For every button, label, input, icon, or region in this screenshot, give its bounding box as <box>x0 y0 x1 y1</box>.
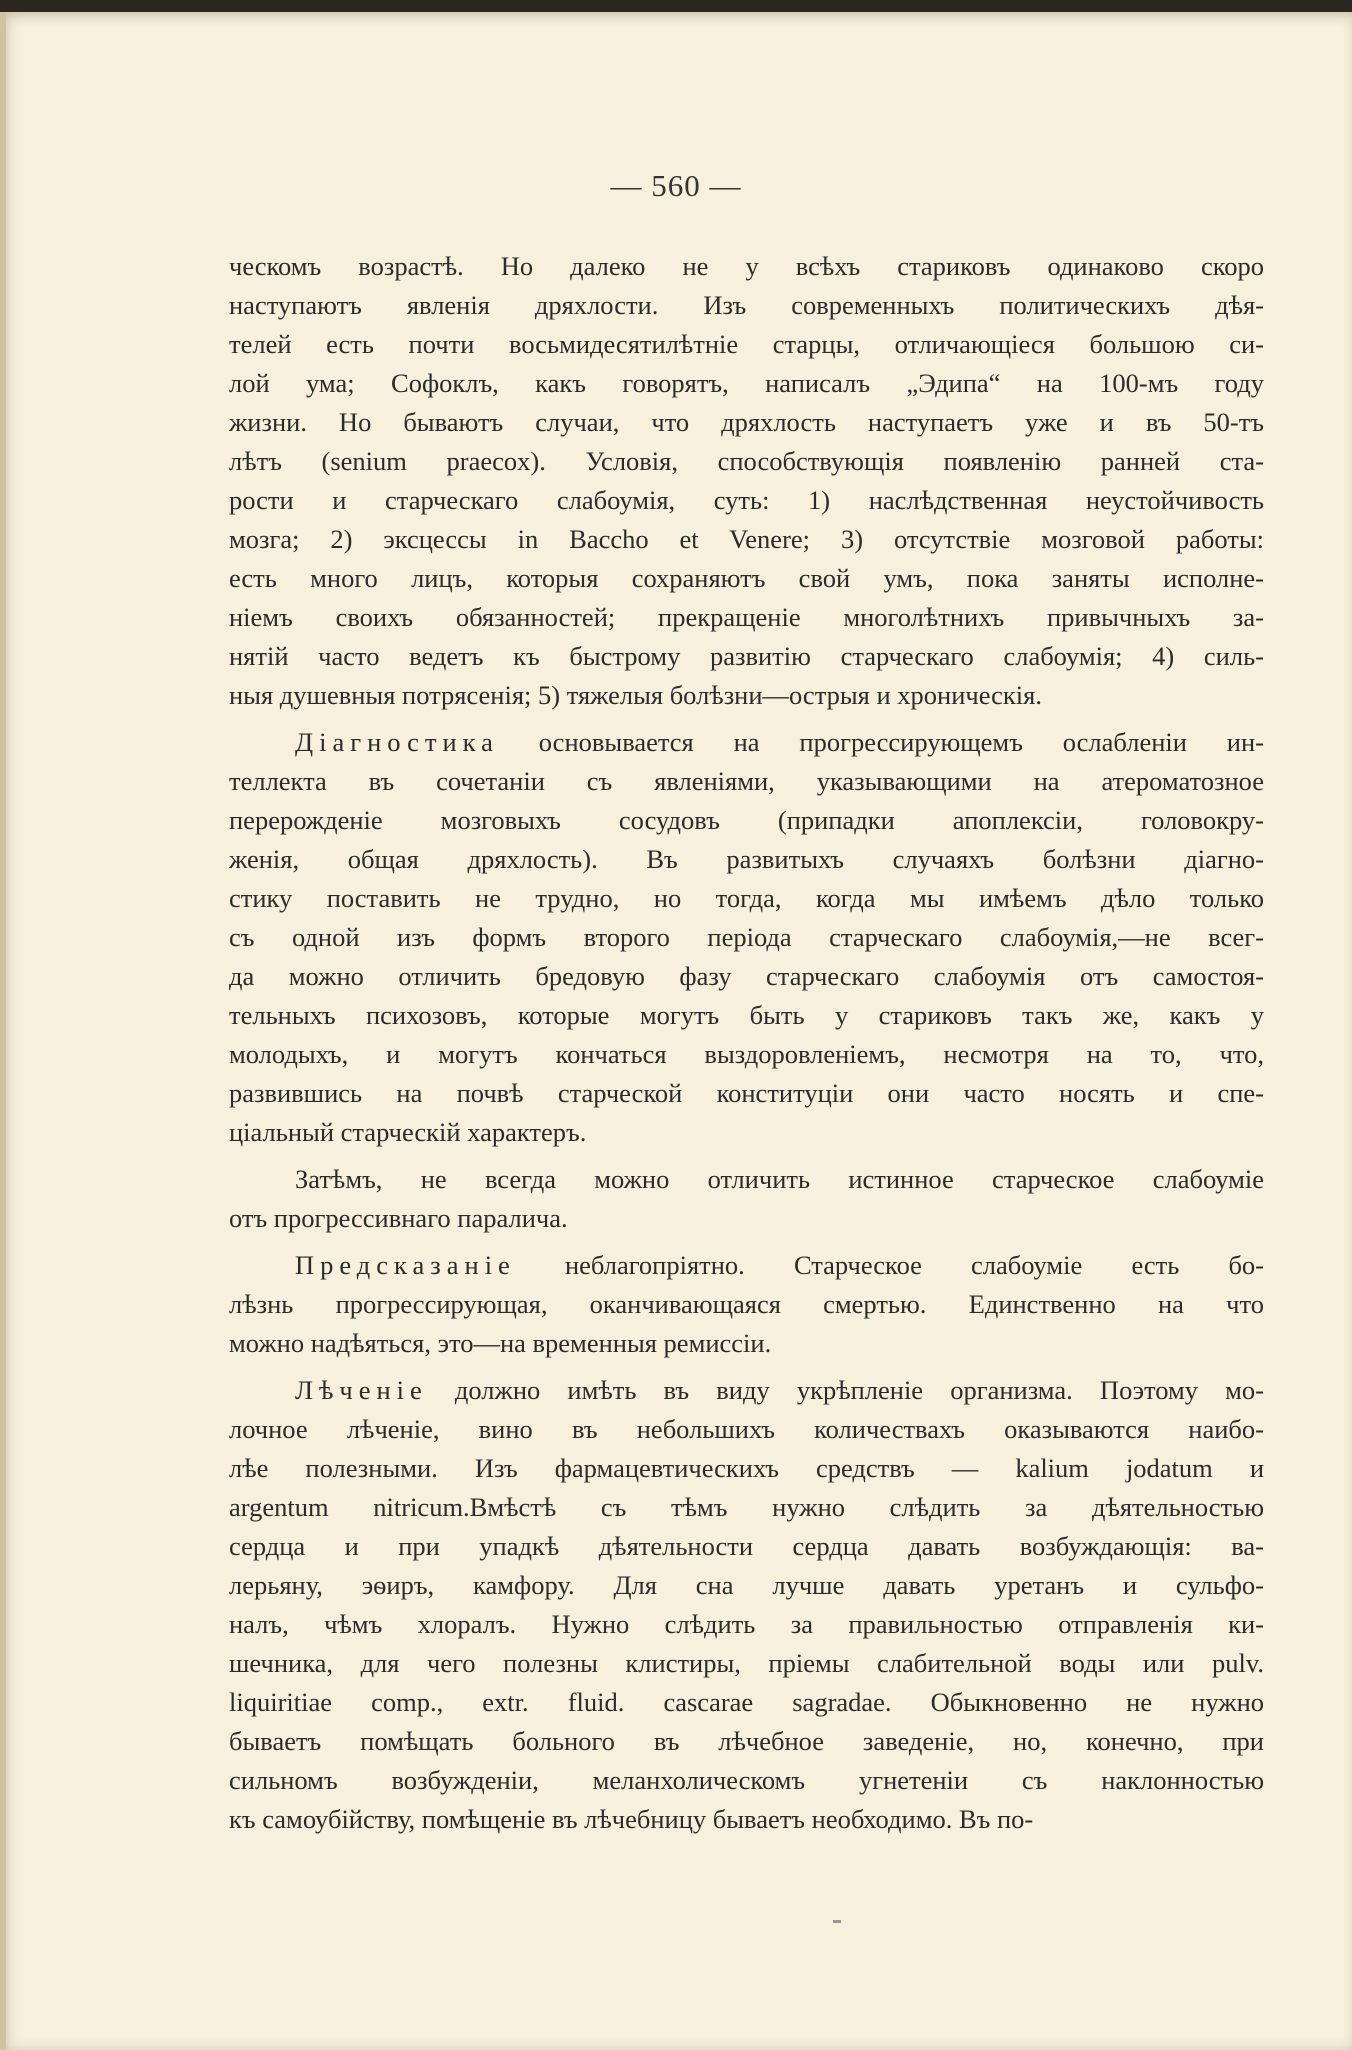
paragraph <box>229 1160 1264 1238</box>
paragraph-gap <box>229 1238 1264 1246</box>
section-lead-word: Діагностика <box>295 727 499 757</box>
line-text: къ самоубійству, помѣщеніе въ лѣчебницу бываетъ необходимо. Въ по- <box>229 1804 1034 1834</box>
line-text: развившись на почвѣ старческой конституціи они часто носять и спе- <box>229 1078 1264 1108</box>
text-line <box>229 1371 1264 1410</box>
line-text: неблагопріятно. Старческое слабоуміе есть бо- <box>515 1250 1264 1280</box>
line-text: лерьяну, эѳиръ, камфору. Для сна лучше давать уретанъ и сульфо- <box>229 1570 1264 1600</box>
line-text: телей есть почти восьмидесятилѣтніе старцы, отличающіеся большою си- <box>229 329 1264 359</box>
paragraph-gap <box>229 715 1264 723</box>
paragraph <box>229 247 1264 715</box>
line-text: мозга; 2) эксцессы in Baccho et Venere; 3) отсутствіе мозговой работы: <box>229 524 1264 554</box>
ink-speck <box>833 1920 841 1923</box>
text-line <box>229 1324 1264 1363</box>
text-line <box>229 442 1264 481</box>
line-text: лѣтъ (senium praecox). Условія, способствующія появленію ранней ста- <box>229 446 1264 476</box>
line-text: можно надѣяться, это—на временныя ремиссіи. <box>229 1328 772 1358</box>
text-line <box>229 1449 1264 1488</box>
line-text: лѣзнь прогрессирующая, оканчивающаяся смертью. Единственно на что <box>229 1289 1264 1319</box>
line-text: да можно отличить бредовую фазу старческаго слабоумія отъ самостоя- <box>229 961 1264 991</box>
text-line <box>229 840 1264 879</box>
text-line <box>229 1488 1264 1527</box>
section-lead-word: Предсказаніе <box>295 1250 516 1280</box>
line-text: Затѣмъ, не всегда можно отличить истинное старческое слабоуміе <box>295 1164 1264 1194</box>
paragraph <box>229 1371 1264 1839</box>
line-text: лой ума; Софоклъ, какъ говорятъ, написалъ „Эдипа“ на 100-мъ году <box>229 368 1264 398</box>
text-line <box>229 481 1264 520</box>
text-line <box>229 286 1264 325</box>
line-text: ческомъ возрастѣ. Но далеко не у всѣхъ стариковъ одинаково скоро <box>229 251 1264 281</box>
line-text: основывается на прогрессирующемъ ослабленіи ин- <box>498 727 1264 757</box>
line-text: нятій часто ведетъ къ быстрому развитію старческаго слабоумія; 4) силь- <box>229 641 1264 671</box>
text-line <box>229 1761 1264 1800</box>
text-line <box>229 1644 1264 1683</box>
text-line <box>229 520 1264 559</box>
text-line <box>229 1800 1264 1839</box>
line-text: женія, общая дряхлость). Въ развитыхъ случаяхъ болѣзни діагно- <box>229 844 1264 874</box>
line-text: argentum nitricum.Вмѣстѣ съ тѣмъ нужно слѣдить за дѣятельностью <box>229 1492 1264 1522</box>
text-line <box>229 403 1264 442</box>
body-text <box>229 247 1264 1839</box>
line-text: молодыхъ, и могутъ кончаться выздоровленіемъ, несмотря на то, что, <box>229 1039 1264 1069</box>
line-text: ціальный старческій характеръ. <box>229 1117 587 1147</box>
page-number: — 560 — <box>610 168 742 203</box>
paragraph-gap <box>229 1363 1264 1371</box>
line-text: ныя душевныя потрясенія; 5) тяжелыя болѣзни—острыя и хроническія. <box>229 680 1042 710</box>
text-line <box>229 1285 1264 1324</box>
line-text: сильномъ возбужденіи, меланхолическомъ угнетеніи съ наклонностью <box>229 1765 1264 1795</box>
line-text: налъ, чѣмъ хлоралъ. Нужно слѣдить за правильностью отправленія ки- <box>229 1609 1264 1639</box>
paragraph-gap <box>229 1152 1264 1160</box>
paragraph <box>229 1246 1264 1363</box>
text-line <box>229 1113 1264 1152</box>
text-line <box>229 1246 1264 1285</box>
line-text: жизни. Но бываютъ случаи, что дряхлость наступаетъ уже и въ 50-тъ <box>229 407 1264 437</box>
line-text: liquiritiae comp., extr. fluid. cascarae sagradae. Обыкновенно не нужно <box>229 1687 1264 1717</box>
text-line <box>229 1605 1264 1644</box>
text-line <box>229 1160 1264 1199</box>
line-text: рости и старческаго слабоумія, суть: 1) наслѣдственная неустойчивость <box>229 485 1264 515</box>
text-line <box>229 325 1264 364</box>
text-line <box>229 801 1264 840</box>
line-text: теллекта въ сочетаніи съ явленіями, указывающими на атероматозное <box>229 766 1264 796</box>
text-line <box>229 676 1264 715</box>
line-text: сердца и при упадкѣ дѣятельности сердца давать возбуждающія: ва- <box>229 1531 1264 1561</box>
text-line <box>229 918 1264 957</box>
line-text: наступаютъ явленія дряхлости. Изъ современныхъ политическихъ дѣя- <box>229 290 1264 320</box>
text-line <box>229 1410 1264 1449</box>
paragraph <box>229 723 1264 1152</box>
line-text: отъ прогрессивнаго паралича. <box>229 1203 568 1233</box>
text-line <box>229 1074 1264 1113</box>
line-text: перерожденіе мозговыхъ сосудовъ (припадки апоплексіи, головокру- <box>229 805 1264 835</box>
line-text: есть много лицъ, которыя сохраняютъ свой умъ, пока заняты исполне- <box>229 563 1264 593</box>
line-text: лочное лѣченіе, вино въ небольшихъ количествахъ оказываются наибо- <box>229 1414 1264 1444</box>
text-line <box>229 637 1264 676</box>
line-text: стику поставить не трудно, но тогда, когда мы имѣемъ дѣло только <box>229 883 1264 913</box>
text-line <box>229 247 1264 286</box>
text-line <box>229 879 1264 918</box>
text-line <box>229 598 1264 637</box>
line-text: лѣе полезными. Изъ фармацевтическихъ средствъ — kalium jodatum и <box>229 1453 1264 1483</box>
line-text: бываетъ помѣщать больного въ лѣчебное заведеніе, но, конечно, при <box>229 1726 1264 1756</box>
text-line <box>229 364 1264 403</box>
text-line <box>229 1527 1264 1566</box>
text-line <box>229 1566 1264 1605</box>
line-text: шечника, для чего полезны клистиры, пріемы слабительной воды или pulv. <box>229 1648 1264 1678</box>
text-line <box>229 1683 1264 1722</box>
page-binding-edge <box>0 12 6 2050</box>
line-text: ніемъ своихъ обязанностей; прекращеніе многолѣтнихъ привычныхъ за- <box>229 602 1264 632</box>
text-line <box>229 762 1264 801</box>
text-line <box>229 1722 1264 1761</box>
line-text: тельныхъ психозовъ, которые могутъ быть у стариковъ такъ же, какъ у <box>229 1000 1264 1030</box>
section-lead-word: Лѣченіе <box>295 1375 428 1405</box>
text-line <box>229 559 1264 598</box>
line-text: съ одной изъ формъ второго періода старческаго слабоумія,—не всег- <box>229 922 1264 952</box>
line-text: должно имѣть въ виду укрѣпленіе организма. Поэтому мо- <box>427 1375 1264 1405</box>
text-line <box>229 1035 1264 1074</box>
text-line <box>229 1199 1264 1238</box>
text-line <box>229 996 1264 1035</box>
text-line <box>229 957 1264 996</box>
text-line <box>229 723 1264 762</box>
